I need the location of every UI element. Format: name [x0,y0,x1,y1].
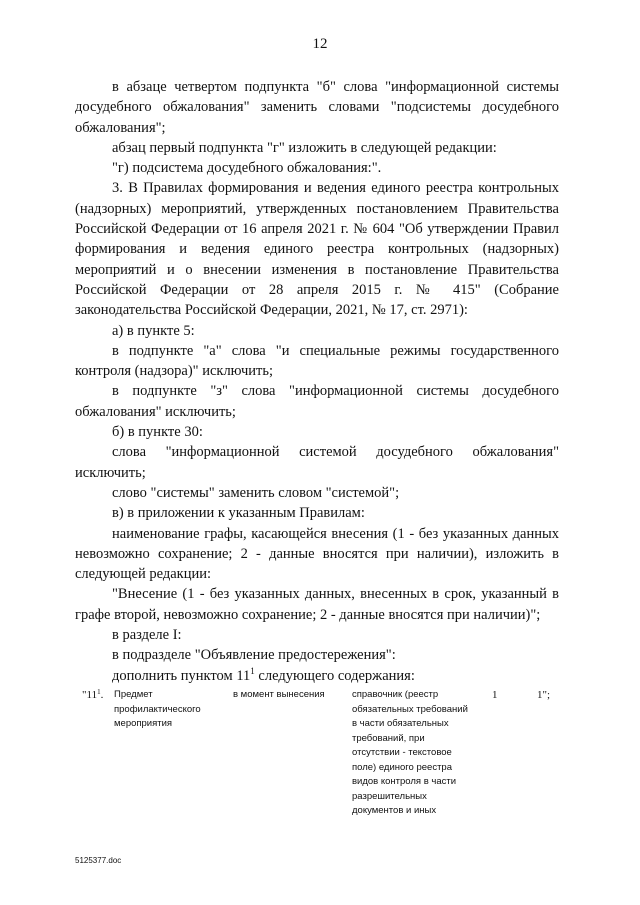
deadline-cell: в момент вынесения [233,689,325,700]
superscript: 1 [250,665,255,676]
document-body [75,77,559,686]
paragraph-with-superscript [75,666,559,686]
paragraph: абзац первый подпункта "г" изложить в следующей редакции: [112,139,497,156]
last-cell-suffix: "; [542,689,551,701]
row-number-sup: 1 [97,688,101,696]
paragraph: "г) подсистема досудебного обжалования:". [112,160,382,177]
paragraph: а) в пункте 5: [112,322,195,339]
last-cell-text: 1 [537,689,543,701]
paragraph: в абзаце четвертом подпункта "б" слова "информационной системы досудебного обжалования" заменить словами "подсистемы досудебного обжалования"; [75,79,559,136]
footer-document-code: 5125377.doc [75,856,122,865]
paragraph: б) в пункте 30: [112,424,203,441]
row-number [82,688,112,703]
field-name-cell: Предмет профилактического мероприятия [114,689,201,729]
paragraph: в разделе I: [112,627,182,644]
paragraph: в подпункте "з" слова "информационной системы досудебного обжалования" исключить; [75,383,559,420]
input-cell: 1 [492,689,498,701]
paragraph: в) в приложении к указанным Правилам: [112,505,365,522]
source-cell: справочник (реестр обязательных требований в части обязательных требований, при отсутствии - текстовое поле) единого реестра видов контроля в части разрешительных документов и иных [352,689,468,816]
paragraph: наименование графы, касающейся внесения (1 - без указанных данных невозможно сохранение; 2 - данные вносятся при наличии), изложить в следующей редакции: [75,525,559,583]
row-number-suffix: . [100,689,104,701]
paragraph: в подразделе "Объявление предостережения": [112,647,396,664]
paragraph: в подпункте "а" слова "и специальные режимы государственного контроля (надзора)" исключить; [75,342,559,380]
last-cell [537,688,567,703]
paragraph: "Внесение (1 - без указанных данных, внесенных в срок, указанный в графе второй, невозможно сохранение; 2 - данные вносятся при наличии)"; [75,586,559,623]
row-number-text: "11 [82,689,98,701]
paragraph: слова "информационной системой досудебного обжалования" исключить; [75,444,559,481]
text: дополнить пунктом 11 [112,667,251,684]
paragraph: слово "системы" заменить словом "системой"; [112,484,400,501]
page-number: 12 [312,36,328,52]
paragraph: 3. В Правилах формирования и ведения единого реестра контрольных (надзорных) мероприятий, утвержденных постановлением Правительства Российской Федерации от 16 апреля 2021 г. № 604 "Об утверждении Правил формирования и ведения единого реестра контрольных (надзорных) мероприятий и о внесении изменения в постановление Правительства Российской Федерации от 28 апреля 2015 г. № 415" (Собрание законодательства Российской Федерации, 2021, № 17, ст. 2971): [75,180,559,319]
text: следующего содержания: [254,667,415,684]
